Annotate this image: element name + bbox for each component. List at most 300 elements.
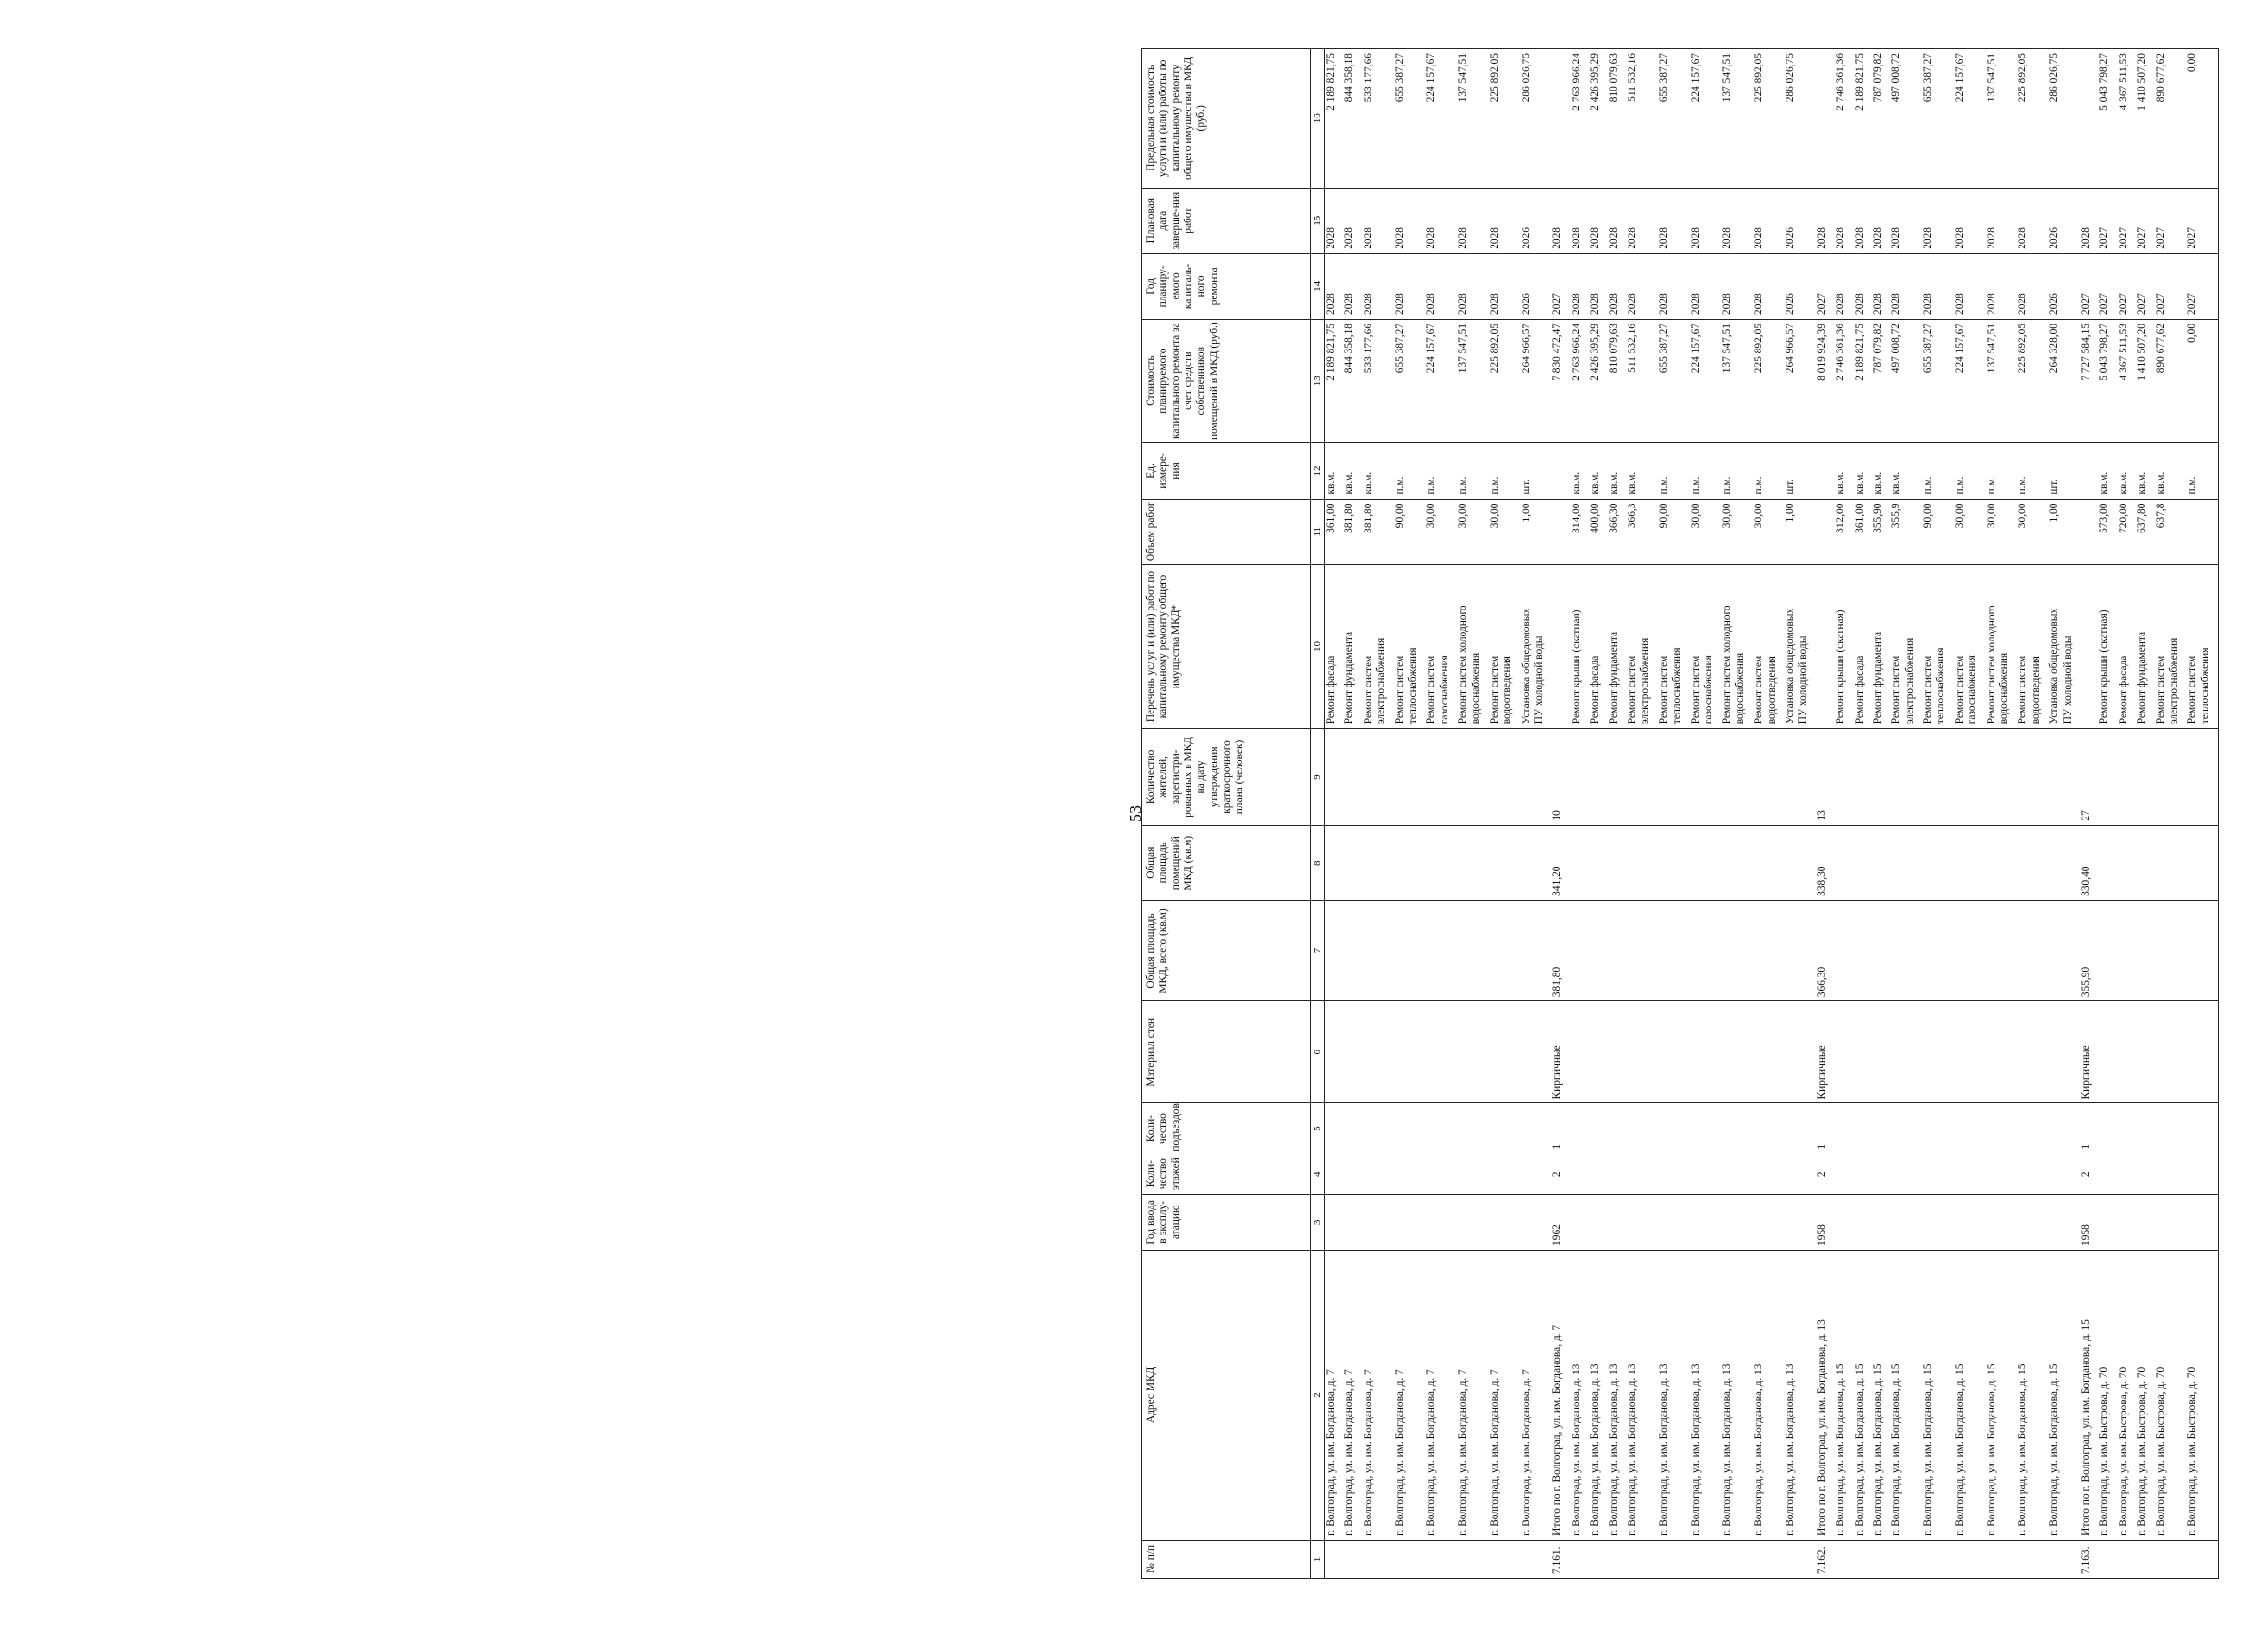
table-row (1425, 1005, 1457, 1099)
cell-liv (1890, 830, 1903, 896)
table-row (1721, 53, 1753, 184)
table-row (1325, 447, 1343, 494)
table-row (1658, 324, 1690, 438)
cell-work: Ремонт систем (2154, 655, 2167, 725)
cell-plan: 2028 (1570, 293, 1582, 315)
cell-limit: 655 387,27 (1394, 53, 1406, 103)
table-row (1627, 258, 1658, 315)
table-row (1425, 1255, 1457, 1536)
table-row (1658, 504, 1690, 560)
cell-liv: 338,30 (1815, 866, 1828, 896)
table-row (1890, 504, 1922, 560)
table-row (2118, 1158, 2136, 1190)
table-row (1986, 569, 2018, 725)
cell-num (1986, 1544, 1998, 1574)
cell-walls (1395, 1005, 1407, 1099)
table-row (1854, 569, 1872, 725)
table-row (1425, 830, 1457, 896)
table-row (1608, 1158, 1627, 1190)
rotated-page (1126, 48, 2268, 1579)
cell-unit: п.м. (2017, 476, 2029, 495)
cell-floors (1785, 1158, 1797, 1190)
cell-unit: п.м. (1721, 476, 1734, 495)
cell-entr (1872, 1107, 1885, 1149)
cell-entr (1521, 1107, 1533, 1149)
cell-addr: г. Волгоград, ул. им. Быстрова, д. 70 (2117, 1366, 2129, 1536)
table-row (1425, 733, 1457, 820)
table-row (1890, 905, 1922, 997)
cell-liv (1571, 830, 1583, 896)
cell-num (1395, 1544, 1407, 1574)
table-row (1343, 258, 1362, 315)
table-row (1690, 324, 1722, 438)
cell-num (1835, 1544, 1847, 1574)
cell-addr: г. Волгоград, ул. им. Богданова, д. 7 (1325, 1369, 1337, 1536)
cell-work: Ремонт систем холодного (1457, 605, 1470, 725)
table-row (2186, 569, 2218, 725)
cell-cost: 890 677,62 (2154, 323, 2167, 374)
table-row (1690, 1255, 1722, 1536)
table-row (1658, 905, 1690, 997)
table-row (1890, 447, 1922, 494)
table-row (1854, 193, 1872, 249)
table-row (1571, 905, 1589, 997)
table-row (1363, 905, 1395, 997)
table-row (1627, 1158, 1658, 1190)
cell-people (2136, 733, 2149, 820)
table-row (1721, 504, 1753, 560)
cell-entr (1721, 1107, 1734, 1149)
cell-liv (2048, 830, 2061, 896)
table-row (1816, 1255, 1835, 1536)
table-row (1658, 733, 1690, 820)
cell-num (1489, 1544, 1501, 1574)
table-row (2099, 258, 2117, 315)
table-row (1753, 447, 1785, 494)
table-row (1835, 569, 1853, 725)
cell-work: Ремонт фундамента (2136, 631, 2149, 725)
table-row (1343, 733, 1362, 820)
cell-floors (1457, 1158, 1470, 1190)
table-row (2136, 830, 2154, 896)
cell-addr: г. Волгоград, ул. им. Богданова, д. 15 (1890, 1363, 1903, 1536)
table-row (1457, 905, 1489, 997)
cell-area (1690, 905, 1703, 997)
cell-num (1589, 1544, 1602, 1574)
cell-unit: п.м. (1457, 476, 1470, 495)
cell-walls (2136, 1005, 2149, 1099)
cell-area: 381,80 (1551, 966, 1564, 998)
table-row (2048, 905, 2080, 997)
cell-limit: 655 387,27 (1657, 53, 1670, 103)
cell-vol: 355,9 (1890, 503, 1903, 529)
cell-liv (1954, 830, 1967, 896)
cell-vol: 90,00 (1657, 503, 1670, 529)
table-row (1835, 733, 1853, 820)
table-row (1571, 1005, 1589, 1099)
table-row (2155, 193, 2187, 249)
cell-walls (2099, 1005, 2111, 1099)
cell-addr: г. Волгоград, ул. им. Богданова, д. 13 (1753, 1363, 1765, 1536)
table-row (1986, 1005, 2018, 1099)
cell-addr: г. Волгоград, ул. им. Богданова, д. 15 (1985, 1363, 1997, 1536)
table-row (1835, 830, 1853, 896)
table-row (1608, 733, 1627, 820)
table-row (1854, 733, 1872, 820)
table-row (1457, 830, 1489, 896)
cell-liv (1690, 830, 1703, 896)
cell-area (1589, 905, 1602, 997)
cell-walls (1954, 1005, 1967, 1099)
table-row (1954, 193, 1986, 249)
cell-cost: 224 157,67 (1689, 323, 1702, 374)
table-row (2017, 1199, 2048, 1246)
table-row (1753, 324, 1785, 438)
cell-end: 2028 (1362, 227, 1374, 249)
cell-entr (1890, 1107, 1903, 1149)
table-row (1489, 905, 1521, 997)
cell-area (1954, 905, 1967, 997)
cell-liv (1608, 830, 1621, 896)
table-row (2048, 258, 2080, 315)
table-row (1690, 53, 1722, 184)
column-walls (1325, 1001, 2219, 1103)
cell-limit: 2 426 395,29 (1589, 53, 1602, 111)
cell-unit: кв.м. (1325, 471, 1337, 495)
table-row (1690, 1005, 1722, 1099)
cell-limit (1816, 53, 1829, 184)
table-row (1872, 1158, 1890, 1190)
table-row (1658, 1255, 1690, 1536)
table-row (1785, 905, 1816, 997)
table-row (1325, 905, 1343, 997)
cell-plan: 2028 (1953, 293, 1966, 315)
cell-addr: г. Волгоград, ул. им. Быстрова, д. 70 (2186, 1366, 2199, 1536)
cell-people (1521, 733, 1533, 820)
cell-vol: 1,00 (2048, 503, 2061, 523)
cell-addr: г. Волгоград, ул. им. Богданова, д. 7 (1343, 1369, 1356, 1536)
cell-limit: 1 410 507,20 (2136, 53, 2149, 111)
cell-floors (1954, 1158, 1967, 1190)
cell-vol: 637,8 (2154, 503, 2167, 529)
cell-year (1589, 1199, 1602, 1246)
cell-plan: 2028 (1457, 293, 1470, 315)
cell-vol: 1,00 (1784, 503, 1796, 523)
header-row (1142, 49, 1311, 1579)
table-row (1457, 1107, 1489, 1149)
table-row (2099, 324, 2117, 438)
cell-num (2017, 1544, 2029, 1574)
table-row (1922, 830, 1954, 896)
cell-end: 2028 (1589, 227, 1602, 249)
cell-cost: 264 966,57 (1784, 323, 1796, 374)
table-row (2080, 447, 2099, 494)
cell-area (1785, 905, 1797, 997)
table-row (1489, 504, 1521, 560)
cell-walls (1690, 1005, 1703, 1099)
table-row (2186, 447, 2218, 494)
cell-work: водоотведения (1501, 656, 1514, 725)
table-row (2136, 193, 2154, 249)
cell-work: газоснабжения (1438, 655, 1450, 725)
cell-num (2186, 1544, 2199, 1574)
table-row (1954, 447, 1986, 494)
table-row (1457, 447, 1489, 494)
cell-walls (1608, 1005, 1621, 1099)
table-row (2080, 1005, 2099, 1099)
cell-walls (1589, 1005, 1602, 1099)
cell-work: Ремонт систем (1488, 655, 1500, 725)
cell-entr (1627, 1107, 1639, 1149)
cell-unit: п.м. (1689, 476, 1702, 495)
cell-work: электроснабжения (1375, 637, 1388, 725)
table-row (2186, 733, 2218, 820)
cell-addr: г. Волгоград, ул. им. Богданова, д. 7 (1457, 1369, 1470, 1536)
cell-people (2186, 733, 2199, 820)
table-row (1608, 193, 1627, 249)
table-row (1854, 1158, 1872, 1190)
table-row (1395, 193, 1426, 249)
table-row (1489, 1107, 1521, 1149)
table-row (1922, 1255, 1954, 1536)
cell-entr (1363, 1107, 1375, 1149)
table-row (1986, 447, 2018, 494)
cell-limit: 2 746 361,36 (1835, 53, 1847, 111)
table-row (1608, 569, 1627, 725)
table-row (1872, 1544, 1890, 1574)
table-row (2048, 830, 2080, 896)
column-liv (1325, 825, 2219, 900)
table-row (1325, 830, 1343, 896)
cell-floors: 2 (1551, 1171, 1564, 1178)
column-header: № п/п (1142, 1540, 1311, 1578)
cell-unit: п.м. (1425, 476, 1438, 495)
table-row (1890, 1005, 1922, 1099)
table-row (1986, 1158, 2018, 1190)
cell-limit: 137 547,51 (1457, 53, 1470, 103)
cell-end: 2028 (1689, 227, 1702, 249)
table-row (2186, 830, 2218, 896)
cell-limit: 286 026,75 (1520, 53, 1532, 103)
column-cost (1325, 319, 2219, 442)
cell-addr: Итого по г. Волгоград, ул. им. Богданова, д. 15 (2079, 1319, 2092, 1536)
cell-floors (2186, 1158, 2199, 1190)
table-row (2099, 1199, 2117, 1246)
cell-vol: 720,00 (2117, 503, 2129, 533)
table-row (1489, 1005, 1521, 1099)
cell-work: Ремонт систем холодного (1985, 605, 1997, 725)
table-row (1835, 193, 1853, 249)
cell-num (1658, 1544, 1671, 1574)
table-row (2136, 504, 2154, 560)
cell-plan: 2028 (1343, 293, 1356, 315)
cell-plan: 2028 (1488, 293, 1500, 315)
cell-end: 2028 (1922, 227, 1935, 249)
cell-limit: 511 532,16 (1627, 53, 1639, 102)
cell-year (1363, 1199, 1375, 1246)
table-row (1363, 1005, 1395, 1099)
table-row (1872, 53, 1890, 184)
cell-vol: 381,80 (1362, 503, 1374, 533)
table-row (1521, 905, 1552, 997)
table-row (1551, 1255, 1570, 1536)
table-row (2118, 733, 2136, 820)
table-row (1589, 324, 1607, 438)
table-row (1521, 1005, 1552, 1099)
cell-year (1954, 1199, 1967, 1246)
cell-addr: г. Волгоград, ул. им. Богданова, д. 13 (1784, 1363, 1796, 1536)
table-row (2155, 258, 2187, 315)
cell-area (1325, 905, 1338, 997)
table-row (2080, 193, 2099, 249)
cell-plan: 2028 (1589, 293, 1602, 315)
table-row (1890, 258, 1922, 315)
column-number: 2 (1311, 1250, 1325, 1540)
cell-walls (1922, 1005, 1935, 1099)
table-row (2186, 905, 2218, 997)
column-number: 6 (1311, 1001, 1325, 1103)
table-row (1721, 1199, 1753, 1246)
cell-num (1571, 1544, 1583, 1574)
table-row (2186, 1255, 2218, 1536)
cell-num (2048, 1544, 2061, 1574)
cell-end: 2028 (1343, 227, 1356, 249)
cell-plan: 2028 (1721, 293, 1734, 315)
table-row (2048, 193, 2080, 249)
table-row (1721, 1158, 1753, 1190)
table-row (1922, 324, 1954, 438)
table-row (1363, 53, 1395, 184)
cell-num (1425, 1544, 1438, 1574)
table-row (1835, 1005, 1853, 1099)
cell-work: Ремонт систем (1953, 655, 1966, 725)
table-row (1489, 447, 1521, 494)
table-row (1325, 324, 1343, 438)
cell-end: 2027 (2186, 227, 2199, 249)
table-row (2118, 1255, 2136, 1536)
table-row (1872, 193, 1890, 249)
table-row (1922, 1199, 1954, 1246)
table-row (1753, 830, 1785, 896)
table-row (1721, 569, 1753, 725)
table-row (1551, 1005, 1570, 1099)
cell-year (1425, 1199, 1438, 1246)
table-row (1363, 1199, 1395, 1246)
cell-limit: 655 387,27 (1922, 53, 1935, 103)
cell-entr (1325, 1107, 1338, 1149)
table-row (1608, 905, 1627, 997)
cell-year (1571, 1199, 1583, 1246)
cell-area (2155, 905, 2168, 997)
table-row (2155, 569, 2187, 725)
cell-area (1721, 905, 1734, 997)
table-row (1608, 1255, 1627, 1536)
table-row (1835, 1158, 1853, 1190)
cell-work: Установка общедомовых (2048, 608, 2061, 725)
cell-limit: 224 157,67 (1689, 53, 1702, 103)
cell-cost: 2 746 361,36 (1835, 323, 1847, 381)
cell-area (1890, 905, 1903, 997)
cell-people (1395, 733, 1407, 820)
cell-floors (1986, 1158, 1998, 1190)
table-row (1521, 1255, 1552, 1536)
table-row (1854, 830, 1872, 896)
table-row (1854, 447, 1872, 494)
table-row (1395, 1005, 1426, 1099)
cell-limit (2080, 53, 2093, 184)
cell-walls (2048, 1005, 2061, 1099)
table-row (2186, 1544, 2218, 1574)
cell-liv (1986, 830, 1998, 896)
table-row (1589, 830, 1607, 896)
cell-walls: Кирпичные (1815, 1045, 1828, 1100)
cell-walls (2118, 1005, 2130, 1099)
table-row (2017, 905, 2048, 997)
table-row (2099, 905, 2117, 997)
cell-year (1343, 1199, 1356, 1246)
table-row (2155, 1544, 2187, 1574)
table-row (1658, 53, 1690, 184)
table-row (2099, 193, 2117, 249)
table-row (1954, 1199, 1986, 1246)
table-row (1521, 569, 1552, 725)
cell-cost: 264 966,57 (1520, 323, 1532, 374)
cell-liv (1922, 830, 1935, 896)
cell-plan: 2026 (1520, 293, 1532, 315)
cell-unit: кв.м. (1627, 471, 1639, 495)
table-row (1922, 53, 1954, 184)
table-row (1589, 1255, 1607, 1536)
table-row (1753, 1544, 1785, 1574)
table-row (1835, 258, 1853, 315)
table-row (1690, 1544, 1722, 1574)
cell-floors (1589, 1158, 1602, 1190)
cell-floors (1325, 1158, 1338, 1190)
cell-work: Установка общедомовых (1520, 608, 1532, 725)
table-row (2118, 324, 2136, 438)
table-row (1785, 1107, 1816, 1149)
table-row (1457, 53, 1489, 184)
cell-floors (1395, 1158, 1407, 1190)
table-row (2099, 1255, 2117, 1536)
cell-people (1608, 733, 1621, 820)
cell-entr (1954, 1107, 1967, 1149)
table-row (1521, 1158, 1552, 1190)
cell-year (1872, 1199, 1885, 1246)
cell-plan: 2028 (1394, 293, 1406, 315)
cell-limit: 844 358,18 (1343, 53, 1356, 103)
table-row (1571, 53, 1589, 184)
table-row (1489, 1255, 1521, 1536)
cell-area (1363, 905, 1375, 997)
table-row (1589, 569, 1607, 725)
cell-end: 2028 (1551, 227, 1564, 249)
cell-work: Ремонт крыши (скатная) (2099, 610, 2111, 725)
table-row (1721, 193, 1753, 249)
cell-floors (1521, 1158, 1533, 1190)
column-year (1325, 1194, 2219, 1250)
table-row (2080, 1255, 2099, 1536)
table-row (1721, 905, 1753, 997)
table-row (1816, 733, 1835, 820)
table-row (1721, 1005, 1753, 1099)
table-row (1363, 1544, 1395, 1574)
cell-area (1835, 905, 1847, 997)
cell-entr (1922, 1107, 1935, 1149)
table-row (1521, 1544, 1552, 1574)
cell-cost: 844 358,18 (1343, 323, 1356, 374)
table-row (1395, 830, 1426, 896)
